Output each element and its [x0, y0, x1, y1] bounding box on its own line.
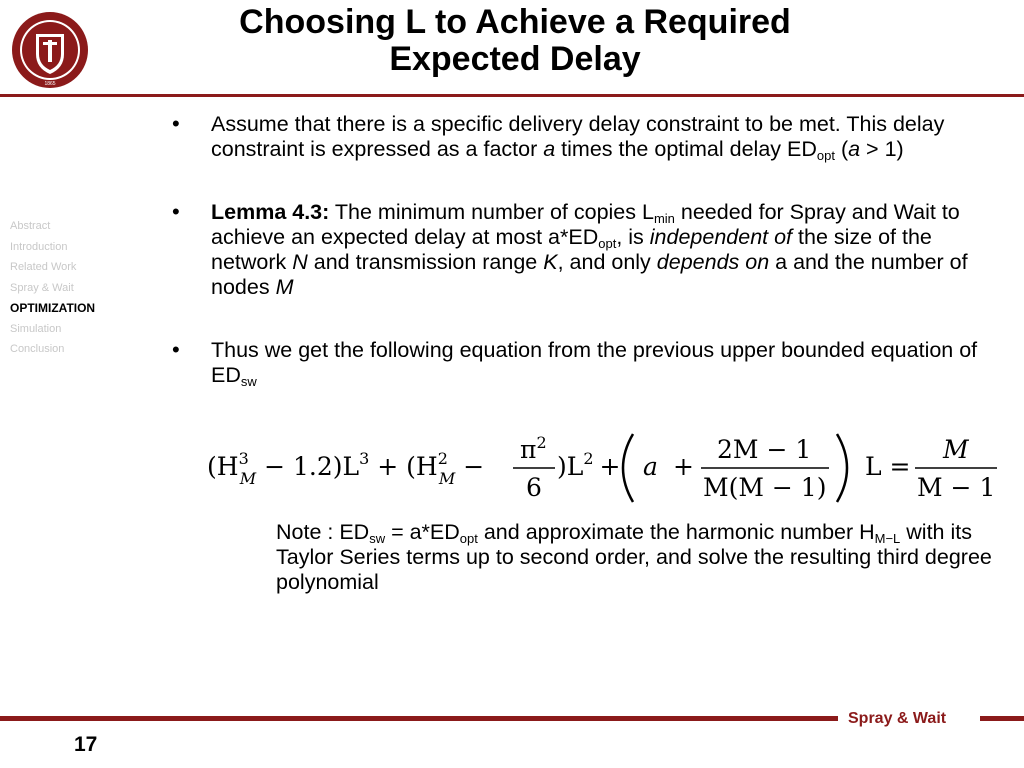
eq-text: +	[673, 452, 694, 481]
section-nav	[10, 216, 150, 360]
bullet-dot: •	[172, 111, 180, 136]
eq-pi: π	[520, 435, 537, 464]
university-seal-icon	[10, 10, 90, 90]
eq-sup: 3	[359, 449, 370, 468]
header-divider	[0, 94, 1024, 97]
eq-text: − 1.2)L	[256, 452, 360, 481]
text: with its Taylor Series terms up to second order, and solve the resulting third degree polynomial	[276, 520, 992, 594]
big-paren-left	[623, 434, 633, 502]
eq-sub: M	[239, 469, 257, 488]
footer-divider-right	[980, 716, 1024, 721]
text: The minimum number of copies L	[329, 200, 654, 224]
nav-item-conclusion[interactable]: Conclusion	[10, 343, 65, 355]
eq-text: )L	[557, 452, 584, 481]
text: , and only	[557, 250, 657, 274]
var-m: M	[275, 275, 294, 299]
text: (	[834, 137, 849, 161]
big-paren-right	[837, 434, 847, 502]
eq-frac-den: M(M − 1)	[703, 473, 827, 502]
page-number: 17	[74, 733, 98, 756]
footer-section-label: Spray & Wait	[848, 710, 947, 727]
nav-item-optimization[interactable]: OPTIMIZATION	[10, 301, 96, 315]
subscript-opt: opt	[459, 531, 478, 546]
slide-title	[150, 4, 880, 78]
lemma-label: Lemma 4.3:	[211, 200, 330, 224]
emph-independent: independent of	[649, 225, 793, 249]
bullet-lemma	[172, 200, 1002, 300]
text: , is	[616, 225, 650, 249]
subscript-sw: sw	[369, 531, 386, 546]
eq-sup: 2	[536, 433, 547, 452]
text: a and the number of nodes	[211, 250, 968, 299]
eq-sub: M	[438, 469, 456, 488]
note-paragraph	[276, 520, 996, 595]
text: needed for Spray and Wait to achieve an expected delay at most a*ED	[211, 200, 960, 249]
nav-item-related-work[interactable]: Related Work	[10, 261, 77, 273]
seal-year: 1865	[44, 81, 56, 87]
eq-frac-num: 2M − 1	[717, 435, 812, 464]
text: and approximate the harmonic number H	[477, 520, 875, 544]
bullet-dot: •	[172, 199, 180, 224]
subscript-sw: sw	[240, 374, 257, 389]
title-line-2: Expected Delay	[389, 40, 641, 78]
bullet-equation-intro	[172, 338, 1002, 388]
eq-text: L =	[865, 452, 911, 481]
eq-text: (H	[207, 452, 239, 481]
title-line-1: Choosing L to Achieve a Required	[239, 3, 791, 41]
text: and transmission range	[307, 250, 544, 274]
eq-part	[207, 449, 484, 488]
subscript-opt: opt	[598, 236, 617, 251]
text: > 1)	[860, 137, 904, 161]
text: times the optimal delay ED	[555, 137, 817, 161]
bullet-dot: •	[172, 337, 180, 362]
eq-frac-num: M	[943, 435, 969, 464]
eq-part	[557, 449, 621, 481]
eq-frac-num	[520, 433, 547, 464]
subscript-min: min	[653, 211, 675, 226]
eq-text: −	[455, 452, 485, 481]
eq-sup: 2	[437, 449, 448, 468]
text: Note : ED	[276, 520, 370, 544]
slide-body	[172, 112, 1002, 426]
eq-frac-den: 6	[526, 473, 542, 502]
var-n: N	[292, 250, 308, 274]
var-a: a	[543, 137, 556, 161]
nav-item-spray-and-wait[interactable]: Spray & Wait	[10, 281, 74, 294]
eq-text: +	[599, 452, 621, 481]
text: the size of the network	[211, 225, 932, 274]
text: Assume that there is a specific delivery delay constraint to be met. This delay constraint is expressed as a factor	[211, 112, 945, 161]
text: Thus we get the following equation from the previous upper bounded equation of ED	[211, 338, 978, 387]
eq-frac-den: M − 1	[917, 473, 996, 502]
subscript-opt: opt	[816, 148, 835, 163]
subscript-m-minus-l: M−L	[874, 531, 901, 546]
eq-text: + (H	[369, 452, 438, 481]
footer-divider-left	[0, 716, 838, 721]
text: = a*ED	[385, 520, 460, 544]
nav-item-introduction[interactable]: Introduction	[10, 240, 68, 253]
nav-item-simulation[interactable]: Simulation	[10, 322, 62, 335]
emph-depends: depends on	[656, 250, 770, 274]
eq-sup: 3	[238, 449, 249, 468]
bullet-delay-constraint	[172, 112, 1002, 162]
nav-item-abstract[interactable]: Abstract	[10, 220, 51, 232]
var-k: K	[543, 250, 558, 274]
var-a: a	[848, 137, 861, 161]
eq-var-a: a	[643, 452, 658, 481]
equation	[205, 430, 1005, 506]
eq-sup: 2	[583, 449, 594, 468]
